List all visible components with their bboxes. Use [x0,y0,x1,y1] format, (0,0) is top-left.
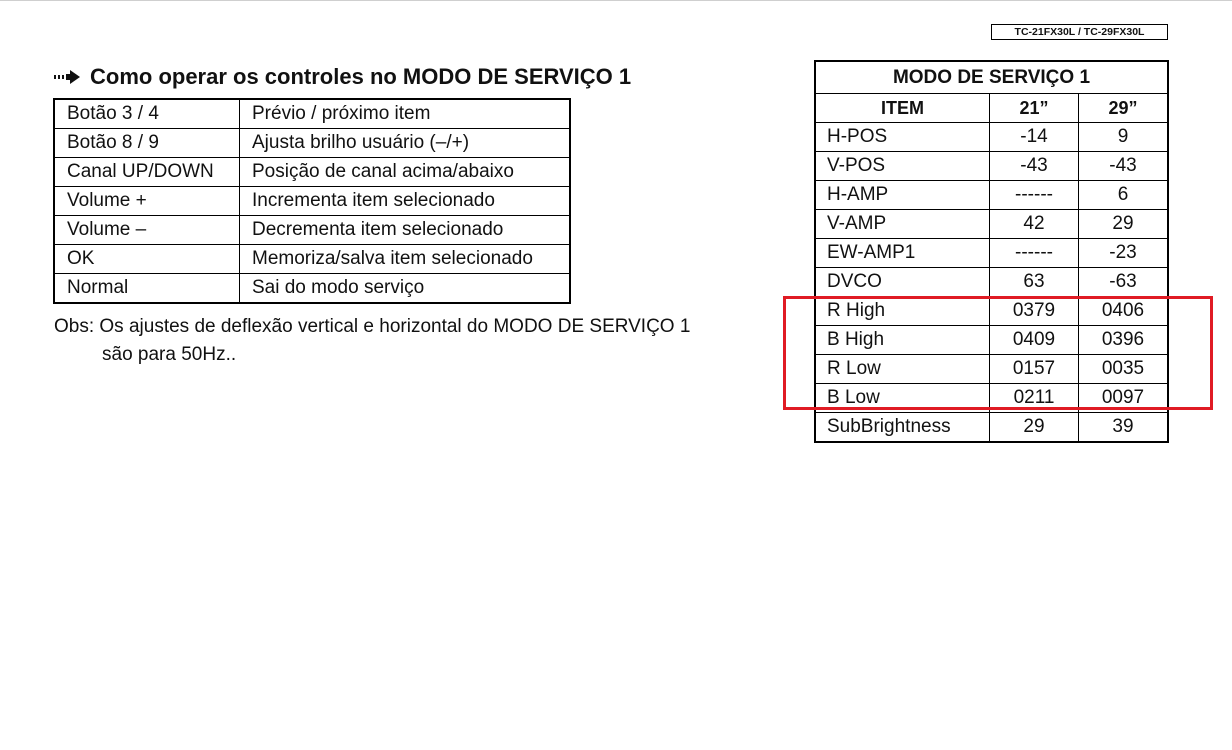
controls-table [53,98,571,304]
column-header-29: 29” [1079,94,1169,123]
row-item: V-AMP [815,210,990,239]
arrow-right-icon [54,70,80,84]
section-title [54,62,631,92]
row-value-21: 29 [990,413,1079,443]
control-key: Volume – [54,216,240,245]
column-header-21: 21” [990,94,1079,123]
row-value-21: 0409 [990,326,1079,355]
control-action: Prévio / próximo item [240,99,571,129]
row-value-29: 0406 [1079,297,1169,326]
table-row [815,239,1168,268]
row-item: R Low [815,355,990,384]
table-row [815,210,1168,239]
page-top-divider [0,0,1232,1]
table-row [54,129,570,158]
control-action: Posição de canal acima/abaixo [240,158,571,187]
table-row [54,158,570,187]
obs-note [54,313,774,369]
row-value-29: 0035 [1079,355,1169,384]
row-value-29: 39 [1079,413,1169,443]
row-item: SubBrightness [815,413,990,443]
row-value-21: 0379 [990,297,1079,326]
section-title-text: Como operar os controles no MODO DE SERVIÇO 1 [90,64,632,89]
row-value-29: -43 [1079,152,1169,181]
control-key: Botão 3 / 4 [54,99,240,129]
obs-line-2: são para 50Hz.. [102,344,237,365]
row-value-21: 0211 [990,384,1079,413]
row-value-21: 0157 [990,355,1079,384]
control-key: Botão 8 / 9 [54,129,240,158]
row-value-29: -23 [1079,239,1169,268]
row-item: B Low [815,384,990,413]
row-value-29: 0396 [1079,326,1169,355]
control-key: Volume + [54,187,240,216]
table-row [54,187,570,216]
control-action: Ajusta brilho usuário (–/+) [240,129,571,158]
row-value-29: 9 [1079,123,1169,152]
control-action: Incrementa item selecionado [240,187,571,216]
row-item: DVCO [815,268,990,297]
row-value-29: 0097 [1079,384,1169,413]
control-action: Decrementa item selecionado [240,216,571,245]
row-value-21: -43 [990,152,1079,181]
row-item: B High [815,326,990,355]
table-row [815,297,1168,326]
table-row [815,384,1168,413]
table-row [54,245,570,274]
row-item: R High [815,297,990,326]
row-value-29: 29 [1079,210,1169,239]
table-row [815,152,1168,181]
control-key: Normal [54,274,240,304]
obs-line-1: Obs: Os ajustes de deflexão vertical e horizontal do MODO DE SERVIÇO 1 [54,316,691,337]
service-table-title: MODO DE SERVIÇO 1 [815,61,1168,94]
control-action: Memoriza/salva item selecionado [240,245,571,274]
table-row [815,181,1168,210]
column-header-item: ITEM [815,94,990,123]
table-row [815,413,1168,443]
row-value-21: ------ [990,181,1079,210]
row-item: H-POS [815,123,990,152]
table-row [815,326,1168,355]
row-value-21: -14 [990,123,1079,152]
table-row [815,355,1168,384]
control-key: OK [54,245,240,274]
table-row [815,268,1168,297]
row-value-21: ------ [990,239,1079,268]
row-item: H-AMP [815,181,990,210]
row-value-21: 63 [990,268,1079,297]
row-value-21: 42 [990,210,1079,239]
row-value-29: 6 [1079,181,1169,210]
row-item: EW-AMP1 [815,239,990,268]
row-item: V-POS [815,152,990,181]
table-row [54,274,570,304]
table-row [54,99,570,129]
service-mode-table [814,60,1169,443]
control-action: Sai do modo serviço [240,274,571,304]
table-row [815,123,1168,152]
control-key: Canal UP/DOWN [54,158,240,187]
table-row [54,216,570,245]
model-label: TC-21FX30L / TC-29FX30L [991,24,1168,40]
row-value-29: -63 [1079,268,1169,297]
